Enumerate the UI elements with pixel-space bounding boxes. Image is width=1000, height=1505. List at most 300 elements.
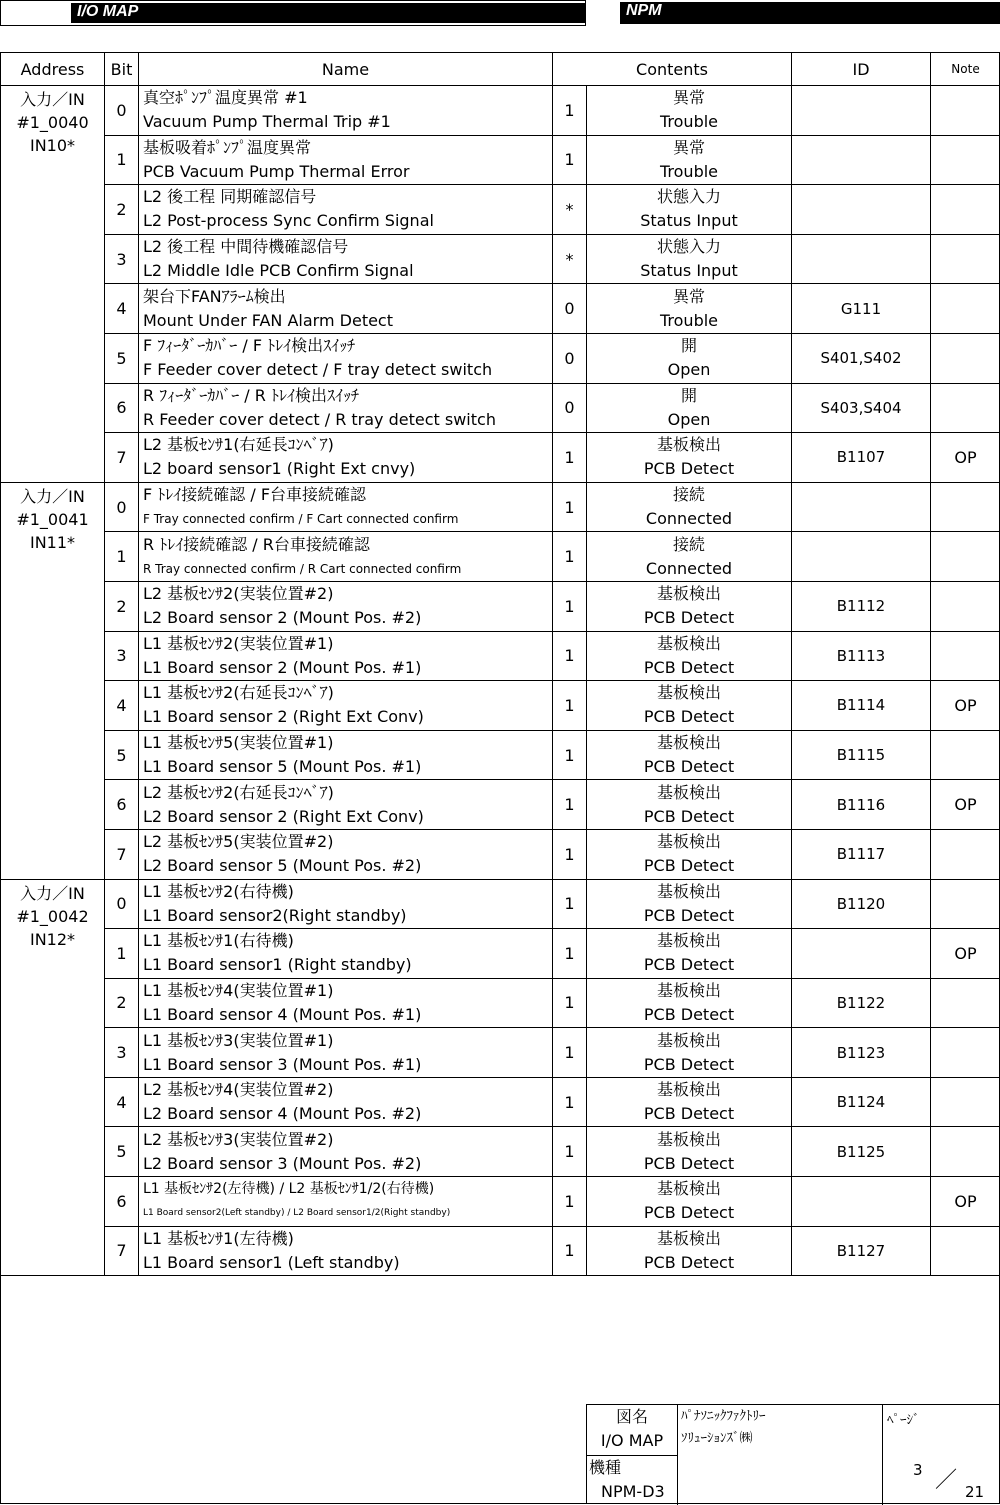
contents-cell bbox=[587, 1127, 792, 1177]
contents-jp: 開 bbox=[587, 334, 791, 358]
note-cell bbox=[931, 333, 1000, 383]
signal-name-en: L2 Board sensor 3 (Mount Pos. #2) bbox=[143, 1152, 552, 1176]
page-label: ﾍﾟｰｼﾞ bbox=[887, 1409, 920, 1428]
address-line: IN10* bbox=[1, 134, 104, 157]
table-row bbox=[1, 532, 1000, 582]
id-cell bbox=[792, 929, 931, 979]
id-cell: B1116 bbox=[792, 780, 931, 830]
signal-name-en: R Tray connected confirm / R Cart connected confirm bbox=[143, 557, 552, 581]
bit-cell: 7 bbox=[105, 433, 139, 483]
contents-jp: 基板検出 bbox=[587, 681, 791, 705]
model-name: NPM-D3 bbox=[589, 1480, 677, 1504]
header-npm bbox=[620, 0, 1000, 26]
signal-value-cell: 0 bbox=[553, 284, 587, 334]
address-line: #1_0042 bbox=[1, 905, 104, 928]
contents-en: PCB Detect bbox=[587, 805, 791, 829]
signal-name-cell bbox=[139, 185, 553, 235]
contents-jp: 基板検出 bbox=[587, 433, 791, 457]
company-line2: ｿﾘｭｰｼｮﾝｽﾞ㈱ bbox=[681, 1429, 882, 1449]
contents-en: Connected bbox=[587, 507, 791, 531]
id-cell: B1123 bbox=[792, 1028, 931, 1078]
signal-name-cell bbox=[139, 1177, 553, 1227]
contents-jp: 異常 bbox=[587, 285, 791, 309]
contents-cell bbox=[587, 185, 792, 235]
contents-cell bbox=[587, 234, 792, 284]
contents-jp: 接続 bbox=[587, 483, 791, 507]
signal-value-cell: 1 bbox=[553, 929, 587, 979]
id-cell: B1124 bbox=[792, 1077, 931, 1127]
id-cell: G111 bbox=[792, 284, 931, 334]
signal-name-en: L1 Board sensor 2 (Right Ext Conv) bbox=[143, 705, 552, 729]
signal-name-cell bbox=[139, 879, 553, 929]
table-row bbox=[1, 780, 1000, 830]
signal-name-jp: L2 基板ｾﾝｻ3(実装位置#2) bbox=[143, 1128, 552, 1152]
contents-cell bbox=[587, 879, 792, 929]
note-cell bbox=[931, 631, 1000, 681]
bit-cell: 1 bbox=[105, 532, 139, 582]
signal-name-cell bbox=[139, 532, 553, 582]
table-row bbox=[1, 1226, 1000, 1276]
signal-value-cell: 1 bbox=[553, 433, 587, 483]
contents-cell bbox=[587, 681, 792, 731]
signal-name-en: L1 Board sensor 2 (Mount Pos. #1) bbox=[143, 656, 552, 680]
address-line: 入力／IN bbox=[1, 485, 104, 508]
signal-name-en: L1 Board sensor 4 (Mount Pos. #1) bbox=[143, 1003, 552, 1027]
bit-cell: 4 bbox=[105, 284, 139, 334]
contents-en: Connected bbox=[587, 557, 791, 581]
signal-name-cell bbox=[139, 631, 553, 681]
contents-en: PCB Detect bbox=[587, 705, 791, 729]
note-cell: OP bbox=[931, 780, 1000, 830]
contents-cell bbox=[587, 482, 792, 532]
signal-name-cell bbox=[139, 1127, 553, 1177]
signal-name-en: L2 Middle Idle PCB Confirm Signal bbox=[143, 259, 552, 283]
signal-value-cell: * bbox=[553, 234, 587, 284]
contents-cell bbox=[587, 581, 792, 631]
signal-name-jp: L2 後工程 中間待機確認信号 bbox=[143, 235, 552, 259]
contents-jp: 基板検出 bbox=[587, 731, 791, 755]
bit-cell: 2 bbox=[105, 185, 139, 235]
bit-cell: 3 bbox=[105, 234, 139, 284]
contents-en: Trouble bbox=[587, 110, 791, 134]
contents-en: PCB Detect bbox=[587, 606, 791, 630]
signal-value-cell: 0 bbox=[553, 383, 587, 433]
contents-en: Status Input bbox=[587, 259, 791, 283]
signal-value-cell: 1 bbox=[553, 1177, 587, 1227]
signal-name-en: Mount Under FAN Alarm Detect bbox=[143, 309, 552, 333]
bit-cell: 0 bbox=[105, 482, 139, 532]
model-label: 機種 bbox=[589, 1456, 677, 1480]
contents-jp: 基板検出 bbox=[587, 1227, 791, 1251]
signal-name-en: L2 Board sensor 2 (Right Ext Conv) bbox=[143, 805, 552, 829]
signal-value-cell: 1 bbox=[553, 681, 587, 731]
signal-name-jp: R ﾄﾚｲ接続確認 / R台車接続確認 bbox=[143, 533, 552, 557]
signal-value-cell: 1 bbox=[553, 86, 587, 136]
signal-name-jp: R ﾌｨｰﾀﾞｰｶﾊﾞｰ / R ﾄﾚｲ検出ｽｲｯﾁ bbox=[143, 384, 552, 408]
id-cell: B1120 bbox=[792, 879, 931, 929]
contents-jp: 状態入力 bbox=[587, 235, 791, 259]
address-cell bbox=[1, 482, 105, 879]
id-cell bbox=[792, 234, 931, 284]
address-line: 入力／IN bbox=[1, 88, 104, 111]
header-io-map bbox=[0, 0, 586, 26]
drawing-name: I/O MAP bbox=[587, 1429, 677, 1453]
id-cell bbox=[792, 135, 931, 185]
contents-en: PCB Detect bbox=[587, 1201, 791, 1225]
id-cell: S403,S404 bbox=[792, 383, 931, 433]
signal-name-en: L2 Board sensor 5 (Mount Pos. #2) bbox=[143, 854, 552, 878]
title-block bbox=[586, 1404, 1000, 1504]
contents-en: PCB Detect bbox=[587, 904, 791, 928]
signal-name-cell bbox=[139, 234, 553, 284]
contents-cell bbox=[587, 333, 792, 383]
header-right-title: NPM bbox=[626, 2, 662, 20]
contents-en: PCB Detect bbox=[587, 953, 791, 977]
id-cell: B1115 bbox=[792, 730, 931, 780]
address-cell bbox=[1, 879, 105, 1276]
note-cell bbox=[931, 581, 1000, 631]
bit-cell: 1 bbox=[105, 929, 139, 979]
table-row bbox=[1, 730, 1000, 780]
signal-name-jp: 真空ﾎﾟﾝﾌﾟ温度異常 #1 bbox=[143, 86, 552, 110]
contents-en: PCB Detect bbox=[587, 656, 791, 680]
table-row bbox=[1, 482, 1000, 532]
contents-cell bbox=[587, 929, 792, 979]
signal-name-jp: L2 基板ｾﾝｻ2(実装位置#2) bbox=[143, 582, 552, 606]
contents-en: Open bbox=[587, 408, 791, 432]
id-cell: B1125 bbox=[792, 1127, 931, 1177]
contents-cell bbox=[587, 284, 792, 334]
bit-cell: 0 bbox=[105, 879, 139, 929]
bit-cell: 5 bbox=[105, 1127, 139, 1177]
contents-jp: 基板検出 bbox=[587, 979, 791, 1003]
io-map-table bbox=[0, 52, 1000, 1276]
header-io-map-tag bbox=[71, 3, 585, 23]
contents-cell bbox=[587, 1177, 792, 1227]
contents-jp: 基板検出 bbox=[587, 1078, 791, 1102]
id-cell bbox=[792, 86, 931, 136]
address-line: 入力／IN bbox=[1, 882, 104, 905]
contents-en: PCB Detect bbox=[587, 1152, 791, 1176]
bit-cell: 3 bbox=[105, 1028, 139, 1078]
signal-value-cell: 1 bbox=[553, 1077, 587, 1127]
model-cell bbox=[589, 1456, 677, 1504]
note-cell bbox=[931, 1226, 1000, 1276]
signal-name-en: L1 Board sensor2(Left standby) / L2 Board sensor1/2(Right standby) bbox=[143, 1201, 552, 1225]
signal-name-cell bbox=[139, 135, 553, 185]
signal-name-en: PCB Vacuum Pump Thermal Error bbox=[143, 160, 552, 184]
signal-value-cell: 1 bbox=[553, 978, 587, 1028]
signal-value-cell: 1 bbox=[553, 1028, 587, 1078]
contents-jp: 基板検出 bbox=[587, 1029, 791, 1053]
contents-cell bbox=[587, 86, 792, 136]
signal-name-jp: L2 基板ｾﾝｻ4(実装位置#2) bbox=[143, 1078, 552, 1102]
table-row bbox=[1, 1077, 1000, 1127]
col-header-contents: Contents bbox=[553, 53, 792, 86]
table-row bbox=[1, 383, 1000, 433]
signal-name-jp: L1 基板ｾﾝｻ2(右延長ｺﾝﾍﾞｱ) bbox=[143, 681, 552, 705]
signal-name-en: R Feeder cover detect / R tray detect switch bbox=[143, 408, 552, 432]
note-cell bbox=[931, 532, 1000, 582]
note-cell: OP bbox=[931, 1177, 1000, 1227]
signal-name-en: L1 Board sensor1 (Right standby) bbox=[143, 953, 552, 977]
signal-value-cell: 1 bbox=[553, 829, 587, 879]
signal-name-jp: L1 基板ｾﾝｻ2(実装位置#1) bbox=[143, 632, 552, 656]
contents-en: Trouble bbox=[587, 160, 791, 184]
note-cell: OP bbox=[931, 929, 1000, 979]
table-row bbox=[1, 234, 1000, 284]
contents-en: PCB Detect bbox=[587, 1053, 791, 1077]
page-cell bbox=[883, 1405, 1000, 1505]
table-row bbox=[1, 929, 1000, 979]
note-cell bbox=[931, 383, 1000, 433]
contents-jp: 開 bbox=[587, 384, 791, 408]
note-cell bbox=[931, 1077, 1000, 1127]
signal-name-jp: 架台下FANｱﾗｰﾑ検出 bbox=[143, 285, 552, 309]
drawing-name-label: 図名 bbox=[587, 1405, 677, 1429]
table-row bbox=[1, 1127, 1000, 1177]
signal-value-cell: 1 bbox=[553, 730, 587, 780]
contents-cell bbox=[587, 829, 792, 879]
note-cell: OP bbox=[931, 681, 1000, 731]
contents-cell bbox=[587, 383, 792, 433]
bit-cell: 7 bbox=[105, 829, 139, 879]
table-row bbox=[1, 185, 1000, 235]
id-cell: B1127 bbox=[792, 1226, 931, 1276]
signal-name-jp: L1 基板ｾﾝｻ1(左待機) bbox=[143, 1227, 552, 1251]
company-line1: ﾊﾟﾅｿﾆｯｸﾌｧｸﾄﾘｰ bbox=[681, 1405, 882, 1429]
table-row bbox=[1, 86, 1000, 136]
signal-name-en: L2 Board sensor 2 (Mount Pos. #2) bbox=[143, 606, 552, 630]
signal-name-cell bbox=[139, 929, 553, 979]
signal-name-en: L1 Board sensor1 (Left standby) bbox=[143, 1251, 552, 1275]
contents-jp: 基板検出 bbox=[587, 929, 791, 953]
note-cell bbox=[931, 730, 1000, 780]
table-header-row bbox=[1, 53, 1000, 86]
id-cell: B1107 bbox=[792, 433, 931, 483]
note-cell bbox=[931, 879, 1000, 929]
col-header-name: Name bbox=[139, 53, 553, 86]
id-cell: B1122 bbox=[792, 978, 931, 1028]
contents-en: PCB Detect bbox=[587, 1102, 791, 1126]
signal-name-cell bbox=[139, 433, 553, 483]
id-cell bbox=[792, 1177, 931, 1227]
signal-name-jp: L2 基板ｾﾝｻ2(右延長ｺﾝﾍﾞｱ) bbox=[143, 781, 552, 805]
note-cell bbox=[931, 978, 1000, 1028]
header-left-title: I/O MAP bbox=[77, 3, 138, 21]
table-row bbox=[1, 631, 1000, 681]
id-cell bbox=[792, 482, 931, 532]
bit-cell: 6 bbox=[105, 1177, 139, 1227]
col-header-id: ID bbox=[792, 53, 931, 86]
contents-jp: 基板検出 bbox=[587, 781, 791, 805]
note-cell bbox=[931, 1127, 1000, 1177]
page-current: 3 bbox=[913, 1461, 923, 1479]
signal-name-en: L1 Board sensor2(Right standby) bbox=[143, 904, 552, 928]
signal-name-en: L1 Board sensor 5 (Mount Pos. #1) bbox=[143, 755, 552, 779]
table-row bbox=[1, 978, 1000, 1028]
table-row bbox=[1, 135, 1000, 185]
signal-name-jp: L1 基板ｾﾝｻ2(左待機) / L2 基板ｾﾝｻ1/2(右待機) bbox=[143, 1177, 552, 1201]
contents-cell bbox=[587, 1226, 792, 1276]
address-line: IN12* bbox=[1, 928, 104, 951]
signal-name-cell bbox=[139, 730, 553, 780]
note-cell bbox=[931, 135, 1000, 185]
contents-cell bbox=[587, 1028, 792, 1078]
signal-value-cell: 1 bbox=[553, 581, 587, 631]
table-row bbox=[1, 284, 1000, 334]
signal-name-cell bbox=[139, 333, 553, 383]
contents-jp: 基板検出 bbox=[587, 830, 791, 854]
bit-cell: 5 bbox=[105, 730, 139, 780]
contents-cell bbox=[587, 730, 792, 780]
id-cell: B1117 bbox=[792, 829, 931, 879]
signal-name-cell bbox=[139, 482, 553, 532]
contents-cell bbox=[587, 135, 792, 185]
contents-en: PCB Detect bbox=[587, 457, 791, 481]
table-row bbox=[1, 1028, 1000, 1078]
contents-cell bbox=[587, 780, 792, 830]
contents-en: PCB Detect bbox=[587, 854, 791, 878]
contents-jp: 状態入力 bbox=[587, 185, 791, 209]
signal-value-cell: 1 bbox=[553, 1127, 587, 1177]
signal-name-cell bbox=[139, 1077, 553, 1127]
note-cell bbox=[931, 284, 1000, 334]
title-block-labels bbox=[587, 1405, 678, 1505]
bit-cell: 6 bbox=[105, 780, 139, 830]
signal-name-en: F Tray connected confirm / F Cart connected confirm bbox=[143, 507, 552, 531]
bit-cell: 1 bbox=[105, 135, 139, 185]
signal-name-cell bbox=[139, 829, 553, 879]
contents-en: Open bbox=[587, 358, 791, 382]
signal-name-cell bbox=[139, 681, 553, 731]
col-header-bit: Bit bbox=[105, 53, 139, 86]
signal-name-cell bbox=[139, 978, 553, 1028]
id-cell: S401,S402 bbox=[792, 333, 931, 383]
table-row bbox=[1, 829, 1000, 879]
bit-cell: 7 bbox=[105, 1226, 139, 1276]
address-line: #1_0040 bbox=[1, 111, 104, 134]
bit-cell: 5 bbox=[105, 333, 139, 383]
contents-cell bbox=[587, 532, 792, 582]
note-cell bbox=[931, 185, 1000, 235]
contents-en: PCB Detect bbox=[587, 1251, 791, 1275]
signal-name-en: Vacuum Pump Thermal Trip #1 bbox=[143, 110, 552, 134]
table-row bbox=[1, 581, 1000, 631]
contents-en: Status Input bbox=[587, 209, 791, 233]
bit-cell: 4 bbox=[105, 681, 139, 731]
id-cell bbox=[792, 532, 931, 582]
table-row bbox=[1, 681, 1000, 731]
page-separator: ／ bbox=[935, 1463, 957, 1494]
signal-name-jp: L1 基板ｾﾝｻ2(右待機) bbox=[143, 880, 552, 904]
contents-jp: 基板検出 bbox=[587, 1177, 791, 1201]
table-row bbox=[1, 879, 1000, 929]
contents-cell bbox=[587, 631, 792, 681]
table-row bbox=[1, 433, 1000, 483]
address-line: #1_0041 bbox=[1, 508, 104, 531]
signal-name-jp: L2 基板ｾﾝｻ5(実装位置#2) bbox=[143, 830, 552, 854]
signal-name-en: L2 Board sensor 4 (Mount Pos. #2) bbox=[143, 1102, 552, 1126]
signal-name-jp: L1 基板ｾﾝｻ1(右待機) bbox=[143, 929, 552, 953]
signal-name-jp: L1 基板ｾﾝｻ4(実装位置#1) bbox=[143, 979, 552, 1003]
signal-name-en: L2 board sensor1 (Right Ext cnvy) bbox=[143, 457, 552, 481]
signal-name-cell bbox=[139, 1028, 553, 1078]
contents-en: PCB Detect bbox=[587, 1003, 791, 1027]
signal-name-jp: 基板吸着ﾎﾟﾝﾌﾟ温度異常 bbox=[143, 136, 552, 160]
note-cell bbox=[931, 86, 1000, 136]
bit-cell: 6 bbox=[105, 383, 139, 433]
address-cell bbox=[1, 86, 105, 483]
contents-en: Trouble bbox=[587, 309, 791, 333]
table-row bbox=[1, 333, 1000, 383]
id-cell: B1114 bbox=[792, 681, 931, 731]
signal-value-cell: 0 bbox=[553, 333, 587, 383]
note-cell bbox=[931, 234, 1000, 284]
signal-name-cell bbox=[139, 284, 553, 334]
contents-cell bbox=[587, 1077, 792, 1127]
id-cell: B1112 bbox=[792, 581, 931, 631]
address-line: IN11* bbox=[1, 531, 104, 554]
contents-jp: 異常 bbox=[587, 136, 791, 160]
id-cell bbox=[792, 185, 931, 235]
signal-value-cell: * bbox=[553, 185, 587, 235]
table-row bbox=[1, 1177, 1000, 1227]
page-total: 21 bbox=[965, 1483, 984, 1501]
note-cell bbox=[931, 482, 1000, 532]
signal-value-cell: 1 bbox=[553, 482, 587, 532]
signal-name-en: L2 Post-process Sync Confirm Signal bbox=[143, 209, 552, 233]
col-header-address: Address bbox=[1, 53, 105, 86]
signal-value-cell: 1 bbox=[553, 532, 587, 582]
signal-value-cell: 1 bbox=[553, 1226, 587, 1276]
company-cell bbox=[677, 1405, 883, 1505]
signal-name-cell bbox=[139, 383, 553, 433]
bit-cell: 2 bbox=[105, 978, 139, 1028]
signal-name-cell bbox=[139, 86, 553, 136]
io-map-body bbox=[1, 86, 1000, 1276]
signal-name-jp: L2 後工程 同期確認信号 bbox=[143, 185, 552, 209]
contents-jp: 異常 bbox=[587, 86, 791, 110]
signal-name-jp: L1 基板ｾﾝｻ5(実装位置#1) bbox=[143, 731, 552, 755]
signal-name-cell bbox=[139, 780, 553, 830]
contents-jp: 基板検出 bbox=[587, 582, 791, 606]
bit-cell: 2 bbox=[105, 581, 139, 631]
signal-name-jp: F ﾌｨｰﾀﾞｰｶﾊﾞｰ / F ﾄﾚｲ検出ｽｲｯﾁ bbox=[143, 334, 552, 358]
note-cell: OP bbox=[931, 433, 1000, 483]
bit-cell: 4 bbox=[105, 1077, 139, 1127]
bit-cell: 0 bbox=[105, 86, 139, 136]
contents-jp: 基板検出 bbox=[587, 880, 791, 904]
signal-name-en: L1 Board sensor 3 (Mount Pos. #1) bbox=[143, 1053, 552, 1077]
header-npm-tag bbox=[620, 2, 1000, 24]
signal-name-en: F Feeder cover detect / F tray detect switch bbox=[143, 358, 552, 382]
signal-name-jp: L2 基板ｾﾝｻ1(右延長ｺﾝﾍﾞｱ) bbox=[143, 433, 552, 457]
signal-name-cell bbox=[139, 1226, 553, 1276]
contents-jp: 接続 bbox=[587, 533, 791, 557]
signal-value-cell: 1 bbox=[553, 631, 587, 681]
contents-en: PCB Detect bbox=[587, 755, 791, 779]
col-header-note: Note bbox=[931, 53, 1000, 86]
signal-value-cell: 1 bbox=[553, 780, 587, 830]
signal-value-cell: 1 bbox=[553, 879, 587, 929]
signal-name-jp: L1 基板ｾﾝｻ3(実装位置#1) bbox=[143, 1029, 552, 1053]
signal-name-cell bbox=[139, 581, 553, 631]
contents-jp: 基板検出 bbox=[587, 1128, 791, 1152]
note-cell bbox=[931, 1028, 1000, 1078]
contents-jp: 基板検出 bbox=[587, 632, 791, 656]
bit-cell: 3 bbox=[105, 631, 139, 681]
